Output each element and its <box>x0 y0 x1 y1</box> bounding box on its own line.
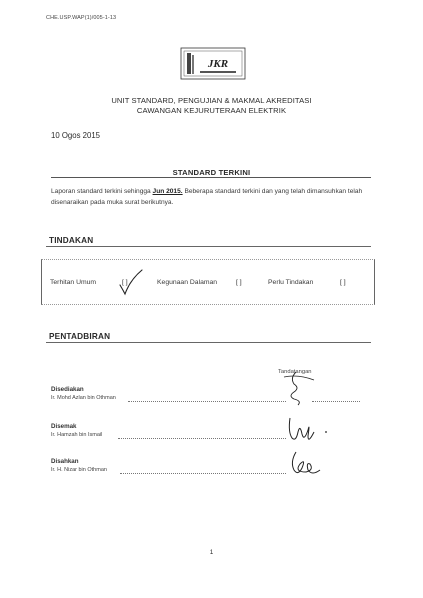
intro-text-after: Beberapa standard terkini dan yang telah dimansuhkan telah disenaraikan pada muka surat berikutnya. <box>51 188 363 206</box>
approved-by-label: Disahkan <box>51 458 79 465</box>
signature-approved <box>286 448 326 480</box>
jkr-logo-text: JKR <box>207 58 229 70</box>
prepared-by-line <box>128 401 286 402</box>
approved-by-name: Ir. H. Nizar bin Othman <box>51 467 107 473</box>
approved-by-line <box>120 473 286 474</box>
checkbox-terhitan-umum[interactable]: [ ] <box>122 279 128 286</box>
signature-reviewed <box>286 412 332 446</box>
title-divider <box>51 177 371 178</box>
reviewed-by-name: Ir. Hamzah bin Ismail <box>51 432 103 438</box>
prepared-by-name: Ir. Mohd Azlan bin Othman <box>51 395 116 401</box>
tindakan-divider <box>46 246 371 247</box>
reviewed-by-label: Disemak <box>51 423 77 430</box>
prepared-by-label: Disediakan <box>51 386 84 393</box>
prepared-by-line-end <box>312 401 360 402</box>
option-label-kegunaan-dalaman: Kegunaan Dalaman <box>157 279 218 286</box>
signature-column-heading: Tandatangan <box>278 369 312 375</box>
option-label-terhitan-umum: Terhitan Umum <box>50 279 97 286</box>
intro-paragraph <box>51 186 376 208</box>
document-date: 10 Ogos 2015 <box>51 131 100 140</box>
checkmark-icon <box>118 268 144 296</box>
page-number: 1 <box>209 549 214 556</box>
reviewed-by-line <box>118 438 286 439</box>
jkr-logo <box>180 47 246 80</box>
intro-highlight: Jun 2015. <box>152 188 183 195</box>
document-title: STANDARD TERKINI <box>172 168 251 177</box>
checkbox-perlu-tindakan[interactable]: [ ] <box>340 279 346 286</box>
organization-unit: UNIT STANDARD, PENGUJIAN & MAKMAL AKREDITASI <box>111 96 312 105</box>
pentadbiran-divider <box>46 342 371 343</box>
checkbox-kegunaan-dalaman[interactable]: [ ] <box>236 279 242 286</box>
tindakan-heading: TINDAKAN <box>49 236 94 245</box>
intro-text-before: Laporan standard terkini sehingga <box>51 188 153 195</box>
option-label-perlu-tindakan: Perlu Tindakan <box>268 279 314 286</box>
pentadbiran-heading: PENTADBIRAN <box>49 332 111 341</box>
organization-division: CAWANGAN KEJURUTERAAN ELEKTRIK <box>136 106 287 115</box>
signature-prepared <box>280 368 316 408</box>
document-reference: CHE.USP.WAP(1)/005-1-13 <box>46 15 117 21</box>
